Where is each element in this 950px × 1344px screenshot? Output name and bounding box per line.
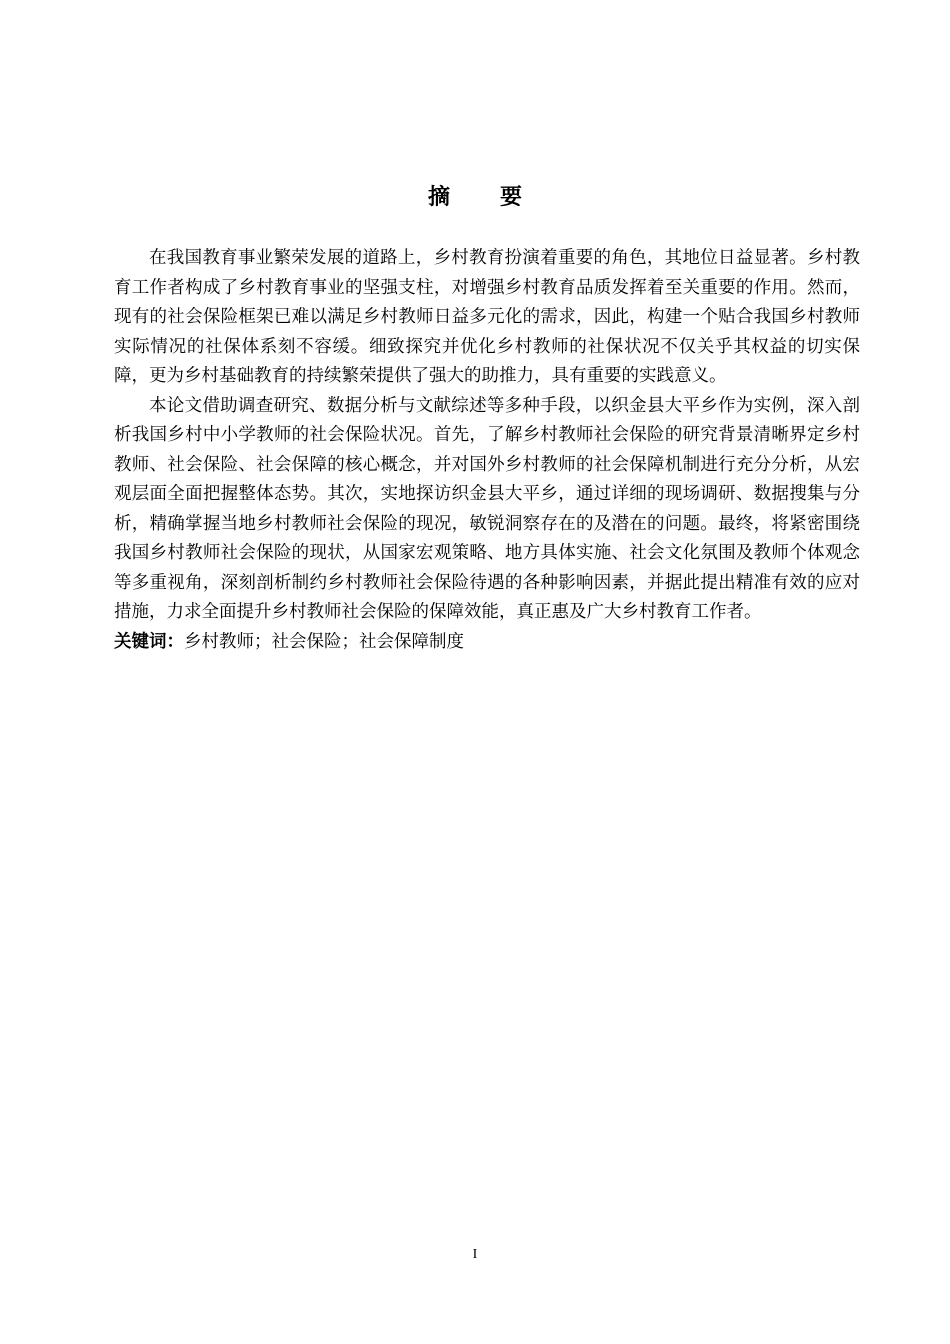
- page-title: 摘要: [427, 185, 572, 210]
- abstract-paragraph-2: 本论文借助调查研究、数据分析与文献综述等多种手段，以织金县大平乡作为实例，深入剖析我国乡村中小学教师的社会保险状况。首先，了解乡村教师社会保险的研究背景清晰界定乡村教师、社会保险、社会保障的核心概念，并对国外乡村教师的社会保障机制进行充分分析，从宏观层面全面把握整体态势。其次，实地探访织金县大平乡，通过详细的现场调研、数据搜集与分析，精确掌握当地乡村教师社会保险的现况，敏锐洞察存在的及潜在的问题。最终，将紧密围绕我国乡村教师社会保险的现状，从国家宏观策略、地方具体实施、社会文化氛围及教师个体观念等多重视角，深刻剖析制约乡村教师社会保险待遇的各种影响因素，并据此提出精准有效的应对措施，力求全面提升乡村教师社会保险的保障效能，真正惠及广大乡村教育工作者。: [114, 395, 860, 622]
- page-number: I: [472, 1247, 478, 1262]
- keywords-text: 乡村教师；社会保险；社会保障制度: [184, 631, 464, 652]
- abstract-paragraph-1: 在我国教育事业繁荣发展的道路上，乡村教育扮演着重要的角色，其地位日益显著。乡村教育工作者构成了乡村教育事业的坚强支柱，对增强乡村教育品质发挥着至关重要的作用。然而，现有的社会保险框架已难以满足乡村教师日益多元化的需求，因此，构建一个贴合我国乡村教师实际情况的社保体系刻不容缓。细致探究并优化乡村教师的社保状况不仅关乎其权益的切实保障，更为乡村基础教育的持续繁荣提供了强大的助推力，具有重要的实践意义。: [114, 248, 860, 386]
- abstract-body: [114, 244, 860, 657]
- keywords-label: 关键词：: [114, 631, 184, 652]
- keywords-line: [114, 628, 860, 658]
